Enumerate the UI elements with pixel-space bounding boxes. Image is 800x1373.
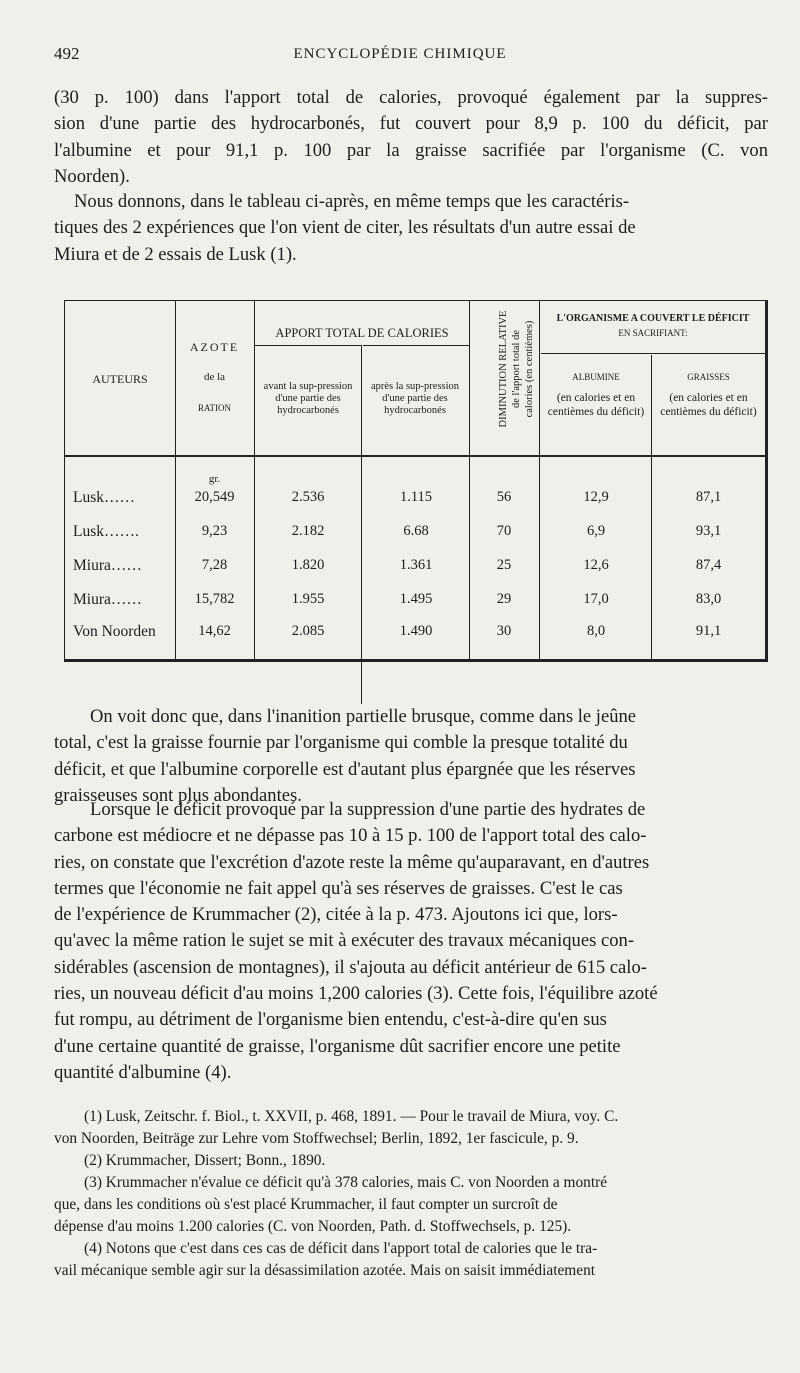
table-cell-albumine: 17,0 <box>583 591 609 607</box>
table-cell-avant: 1.820 <box>291 557 325 573</box>
paragraph-4 <box>54 797 768 1086</box>
column-divider <box>651 355 652 660</box>
table-cell-avant: 2.085 <box>291 623 325 639</box>
text-line: qu'avec la même ration le sujet se mit à exécuter des travaux mécaniques con- <box>54 930 635 952</box>
header-graisses: GRAISSES <box>687 372 730 382</box>
text-line: déficit, et que l'albumine corporelle est d'autant plus épargnée que les réserves <box>54 758 636 780</box>
unit-label: gr. <box>208 473 221 485</box>
running-title: ENCYCLOPÉDIE CHIMIQUE <box>293 46 507 62</box>
footnote-line: (2) Krummacher, Dissert; Bonn., 1890. <box>84 1152 326 1169</box>
table-cell-graisses: 91,1 <box>695 623 722 639</box>
column-divider <box>361 345 362 704</box>
header-organisme: L'ORGANISME A COUVERT LE DÉFICIT <box>556 313 750 324</box>
table-cell-apres: 1.490 <box>399 623 433 639</box>
text-line: sion d'une partie des hydrocarbonés, fut couvert pour 8,9 p. 100 du déficit, par <box>54 113 768 135</box>
table-cell-graisses: 87,1 <box>695 489 722 505</box>
table-cell-azote: 7,28 <box>201 557 228 573</box>
footnote-line: dépense d'au moins 1.200 calories (C. von Noorden, Path. d. Stoffwechsels, p. 125). <box>54 1218 572 1235</box>
table-cell-apres: 6.68 <box>403 523 429 539</box>
table-cell-albumine: 12,6 <box>583 557 609 573</box>
header-azote-sub2: RATION <box>198 403 231 413</box>
text-line: termes que l'économie ne fait appel qu'à ses réserves de graisses. C'est le cas <box>54 877 623 899</box>
table-cell-graisses: 93,1 <box>695 523 722 539</box>
footnotes <box>54 1106 778 1282</box>
header-albumine: ALBUMINE <box>572 372 620 382</box>
footnote-line: von Noorden, Beiträge zur Lehre vom Stoffwechsel; Berlin, 1892, 1er fascicule, p. 9. <box>54 1130 579 1147</box>
header-rule <box>363 345 469 346</box>
table-cell-apres: 1.115 <box>399 489 433 505</box>
text-line: (30 p. 100) dans l'apport total de calories, provoqué également par la suppres- <box>54 87 768 108</box>
table-cell-albumine: 8,0 <box>586 623 606 639</box>
page-number: 492 <box>54 44 80 63</box>
table-cell-apres: 1.495 <box>399 591 433 607</box>
paragraph-3 <box>54 704 768 809</box>
text-line: d'une certaine quantité de graisse, l'organisme dût sacrifier encore une petite <box>54 1035 621 1057</box>
table-cell-diminution: 56 <box>496 489 512 505</box>
table-cell-avant: 2.182 <box>291 523 325 539</box>
paragraph-2 <box>54 189 768 268</box>
table-cell-avant: 2.536 <box>291 489 325 505</box>
text-line: sidérables (ascension de montagnes), il s'ajouta au déficit antérieur de 615 calo- <box>54 956 647 978</box>
table-cell-albumine: 6,9 <box>586 523 606 539</box>
text-line: Miura et de 2 essais de Lusk (1). <box>54 243 297 265</box>
table-cell-auteur: Von Noorden <box>73 623 156 640</box>
table-cell-azote: 14,62 <box>198 623 231 639</box>
table-cell-diminution: 30 <box>496 623 512 639</box>
header-azote-sub1: de la <box>203 371 226 383</box>
data-table <box>64 300 768 662</box>
paragraph-1 <box>54 85 768 190</box>
header-diminution-l2: de l'apport total de <box>511 330 522 408</box>
header-rule <box>255 345 361 346</box>
header-azote: AZOTE <box>189 340 240 354</box>
table-cell-azote: 9,23 <box>201 523 228 539</box>
text-line: Noorden). <box>54 165 130 187</box>
text-line: graisseuses sont plus abondantes. <box>54 784 302 806</box>
table-cell-azote: 20,549 <box>194 489 235 505</box>
table-cell-diminution: 29 <box>496 591 512 607</box>
table-cell-albumine: 12,9 <box>583 489 609 505</box>
table-cell-auteur: Lusk…… <box>73 489 135 506</box>
text-line: de l'expérience de Krummacher (2), citée à la p. 473. Ajoutons ici que, lors- <box>54 904 618 926</box>
table-cell-graisses: 87,4 <box>695 557 722 573</box>
header-diminution-l3: calories (en centièmes) <box>524 320 535 418</box>
text-line: ries, un nouveau déficit d'au moins 1,200 calories (3). Cette fois, l'équilibre azoté <box>54 983 658 1005</box>
table-cell-diminution: 70 <box>496 523 512 539</box>
table-cell-azote: 15,782 <box>194 591 235 607</box>
footnote-line: que, dans les conditions où s'est placé Krummacher, il faut compter un surcroît de <box>54 1196 558 1213</box>
table-cell-auteur: Miura…… <box>73 591 142 608</box>
table-cell-graisses: 83,0 <box>695 591 722 607</box>
header-albumine-sub: (en calories et en centièmes du déficit) <box>547 392 645 418</box>
header-bottom-rule <box>65 455 765 457</box>
table-cell-diminution: 25 <box>496 557 512 573</box>
text-line: quantité d'albumine (4). <box>54 1061 232 1083</box>
footnote-line: (1) Lusk, Zeitschr. f. Biol., t. XXVII, p. 468, 1891. — Pour le travail de Miura, voy. C. <box>84 1108 619 1125</box>
text-line: total, c'est la graisse fournie par l'organisme qui comble la presque totalité du <box>54 732 628 754</box>
page-header <box>54 44 746 68</box>
table-cell-auteur: Lusk……. <box>73 523 139 540</box>
header-rule <box>541 353 765 354</box>
table-cell-avant: 1.955 <box>291 591 325 607</box>
text-line: carbone est médiocre et ne dépasse pas 10 à 15 p. 100 de l'apport total des calo- <box>54 825 647 847</box>
header-apport-total: APPORT TOTAL DE CALORIES <box>275 326 449 340</box>
column-divider <box>539 301 540 660</box>
header-auteurs: AUTEURS <box>92 372 148 386</box>
header-graisses-sub: (en calories et en centièmes du déficit) <box>660 392 757 418</box>
header-avant: avant la sup-pression d'une partie des hydrocarbonés <box>263 381 353 416</box>
text-line: fut rompu, au détriment de l'organisme bien entendu, c'est-à-dire qu'en sus <box>54 1009 607 1031</box>
text-line: tiques des 2 expériences que l'on vient de citer, les résultats d'un autre essai de <box>54 217 636 239</box>
text-line: l'albumine et pour 91,1 p. 100 par la graisse sacrifiée par l'organisme (C. von <box>54 139 768 161</box>
header-diminution-l1: DIMINUTION RELATIVE <box>498 310 509 428</box>
footnote-line: (4) Notons que c'est dans ces cas de déficit dans l'apport total de calories que le tra- <box>84 1240 598 1257</box>
text-line: Lorsque le déficit provoqué par la suppression d'une partie des hydrates de <box>90 799 646 820</box>
table-cell-auteur: Miura…… <box>73 557 142 574</box>
footnote-line: vail mécanique semble agir sur la désassimilation azotée. Mais on saisit immédiatement <box>54 1262 596 1279</box>
footnote-line: (3) Krummacher n'évalue ce déficit qu'à 378 calories, mais C. von Noorden a montré <box>84 1174 608 1191</box>
text-line: ries, on constate que l'excrétion d'azote reste la même qu'auparavant, en d'autres <box>54 851 650 873</box>
header-apres: après la sup-pression d'une partie des hydrocarbonés <box>370 381 460 416</box>
header-sacrifiant: EN SACRIFIANT: <box>618 328 688 338</box>
table-cell-apres: 1.361 <box>399 557 433 573</box>
text-line: On voit donc que, dans l'inanition partielle brusque, comme dans le jeûne <box>90 706 637 727</box>
text-line: Nous donnons, dans le tableau ci-après, en même temps que les caractéris- <box>74 191 630 212</box>
